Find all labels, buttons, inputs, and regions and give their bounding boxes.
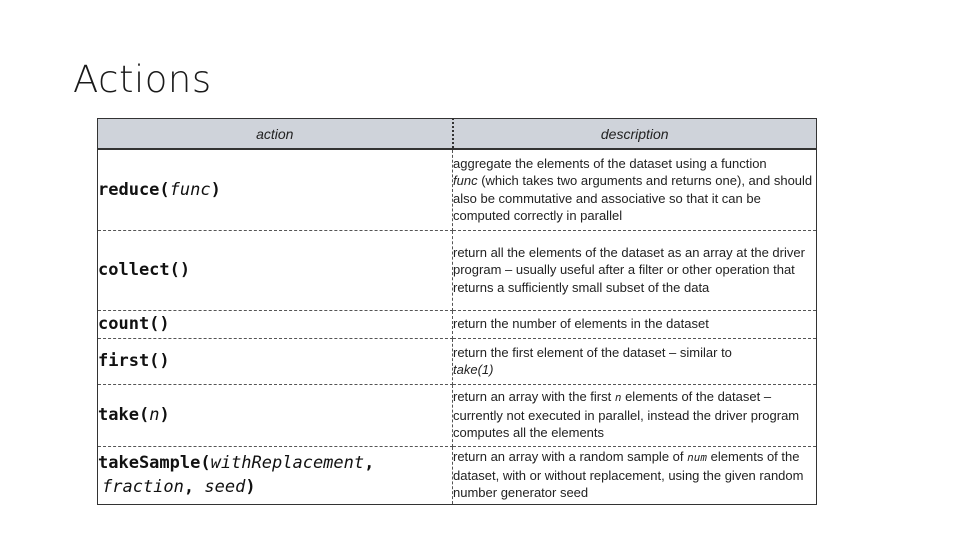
description-text: return an array with the first (453, 389, 615, 405)
action-arg: fraction (102, 477, 184, 497)
description-variable: n (614, 391, 622, 405)
action-separator: , (183, 477, 205, 497)
description-emphasis: take(1) (453, 362, 494, 377)
description-text: (which takes two arguments and returns one), and should also be commutative and associative so that it can be computed correctly in parallel (453, 173, 813, 224)
action-close: ) (210, 179, 221, 200)
action-name: count() (98, 314, 170, 334)
action-cell (98, 230, 453, 310)
description-text: return the number of elements in the dataset (453, 316, 709, 332)
description-cell (453, 149, 817, 230)
action-name: takeSample( (98, 453, 211, 473)
table-row (98, 310, 817, 338)
action-cell (98, 310, 453, 338)
description-cell (453, 338, 817, 384)
description-text: return an array with a random sample of (453, 449, 688, 465)
action-name: take( (98, 405, 150, 425)
action-arg: func (169, 179, 211, 200)
action-name: reduce( (98, 179, 170, 200)
description-cell (453, 446, 817, 504)
description-emphasis: func (453, 173, 478, 189)
actions-table (97, 118, 817, 505)
header-row (98, 119, 817, 150)
table-row (98, 230, 817, 310)
description-text: return the first element of the dataset – similar to (453, 344, 732, 360)
action-name: first() (98, 351, 170, 371)
action-cell (98, 446, 453, 504)
table-row (98, 149, 817, 230)
description-cell (453, 384, 817, 446)
action-separator: , (364, 453, 375, 473)
table-row (98, 338, 817, 384)
header-action: action (98, 119, 453, 150)
header-description: description (453, 119, 817, 150)
description-text: elements of the dataset, with or without replacement, using the given random number generator seed (453, 449, 804, 501)
action-close: ) (245, 477, 256, 497)
slide-title: Actions (73, 58, 212, 101)
description-text: return all the elements of the dataset as an array at the driver program – usually useful after a filter or other operation that returns a sufficiently small subset of the data (453, 244, 805, 295)
table-row (98, 446, 817, 504)
table-row (98, 384, 817, 446)
action-cell (98, 149, 453, 230)
action-cell (98, 384, 453, 446)
description-cell (453, 230, 817, 310)
action-arg: n (149, 405, 160, 425)
description-variable: num (687, 451, 707, 465)
action-cell (98, 338, 453, 384)
action-close: ) (159, 405, 170, 425)
description-cell (453, 310, 817, 338)
action-name: collect() (98, 260, 191, 280)
description-text: aggregate the elements of the dataset using a function (453, 155, 767, 171)
action-arg: withReplacement (210, 453, 365, 473)
description-text: elements of the dataset – currently not executed in parallel, instead the driver program computes all the elements (453, 389, 800, 441)
action-arg: seed (204, 477, 246, 497)
